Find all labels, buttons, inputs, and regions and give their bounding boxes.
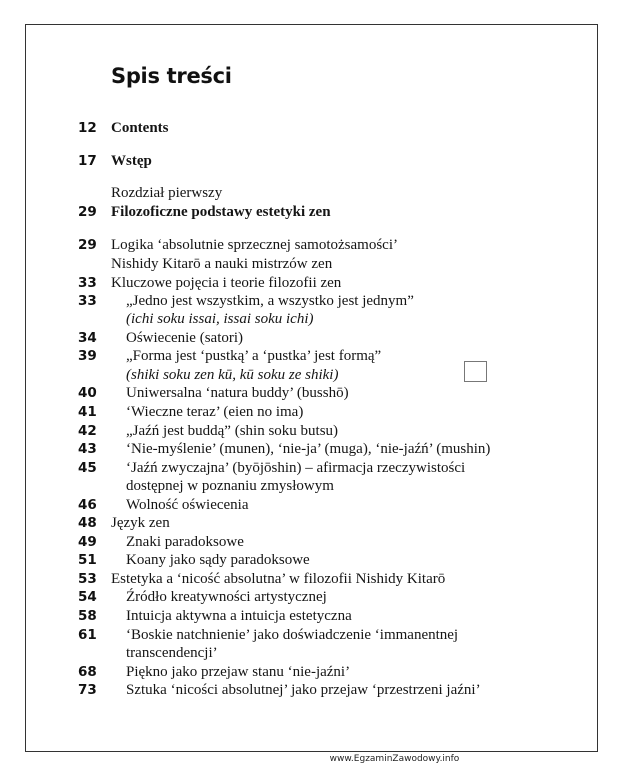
entry-text: ‘Nie-myślenie’ (munen), ‘nie-ja’ (muga), ‘nie-jaźń’ (mushin) bbox=[126, 441, 491, 457]
entry-text: (shiki soku zen kū, kū soku ze shiki) bbox=[126, 367, 339, 383]
entry-text: Sztuka ‘nicości absolutnej’ jako przejaw ‘przestrzeni jaźni’ bbox=[126, 682, 481, 698]
page-number: 34 bbox=[78, 330, 97, 346]
entry-text: Estetyka a ‘nicość absolutna’ w filozofii Nishidy Kitarō bbox=[111, 571, 446, 587]
page-number: 29 bbox=[78, 204, 97, 220]
entry-text: Źródło kreatywności artystycznej bbox=[126, 589, 327, 605]
page-number: 46 bbox=[78, 497, 97, 513]
page-number: 39 bbox=[78, 348, 97, 364]
entry-text: Filozoficzne podstawy estetyki zen bbox=[111, 204, 331, 220]
entry-text: transcendencji’ bbox=[126, 645, 218, 661]
entry-text: Wstęp bbox=[111, 153, 152, 169]
toc-title: Spis treści bbox=[111, 64, 232, 88]
page-number: 33 bbox=[78, 275, 97, 291]
entry-text: Język zen bbox=[111, 515, 170, 531]
page-number: 41 bbox=[78, 404, 97, 420]
page-number: 43 bbox=[78, 441, 97, 457]
entry-text: Logika ‘absolutnie sprzecznej samotożsamości’ bbox=[111, 237, 398, 253]
page-number: 33 bbox=[78, 293, 97, 309]
chapter-label: Rozdział pierwszy bbox=[111, 185, 223, 201]
page-number: 51 bbox=[78, 552, 97, 568]
page-number: 73 bbox=[78, 682, 97, 698]
page-number: 53 bbox=[78, 571, 97, 587]
entry-text: Piękno jako przejaw stanu ‘nie-jaźni’ bbox=[126, 664, 351, 680]
entry-text: ‘Jaźń zwyczajna’ (byōjōshin) – afirmacja rzeczywistości bbox=[126, 460, 466, 476]
entry-text: Oświecenie (satori) bbox=[126, 330, 244, 346]
page-number: 54 bbox=[78, 589, 97, 605]
source-footer bbox=[0, 754, 619, 764]
entry-text: Znaki paradoksowe bbox=[126, 534, 244, 550]
entry-text: Koany jako sądy paradoksowe bbox=[126, 552, 310, 568]
watermark-stamp bbox=[464, 361, 487, 382]
page-number: 61 bbox=[78, 627, 97, 643]
entry-text: Kluczowe pojęcia i teorie filozofii zen bbox=[111, 275, 342, 291]
entry-text: Uniwersalna ‘natura buddy’ (busshō) bbox=[126, 385, 349, 401]
entry-text: ‘Wieczne teraz’ (eien no ima) bbox=[126, 404, 304, 420]
entry-text: ‘Boskie natchnienie’ jako doświadczenie ‘immanentnej bbox=[126, 627, 459, 643]
page-number: 48 bbox=[78, 515, 97, 531]
page-number: 12 bbox=[78, 120, 97, 136]
page-number: 17 bbox=[78, 153, 97, 169]
page-number: 29 bbox=[78, 237, 97, 253]
entry-text: Contents bbox=[111, 120, 169, 136]
page-number: 49 bbox=[78, 534, 97, 550]
entry-text: Nishidy Kitarō a nauki mistrzów zen bbox=[111, 256, 333, 272]
page-number: 40 bbox=[78, 385, 97, 401]
entry-text: Wolność oświecenia bbox=[126, 497, 249, 513]
entry-text: Intuicja aktywna a intuicja estetyczna bbox=[126, 608, 352, 624]
entry-text: „Forma jest ‘pustką’ a ‘pustka’ jest formą” bbox=[126, 348, 382, 364]
page-number: 68 bbox=[78, 664, 97, 680]
entry-text: dostępnej w poznaniu zmysłowym bbox=[126, 478, 334, 494]
entry-text: „Jaźń jest buddą” (shin soku butsu) bbox=[126, 423, 339, 439]
page-number: 58 bbox=[78, 608, 97, 624]
page-number: 45 bbox=[78, 460, 97, 476]
entry-text: (ichi soku issai, issai soku ichi) bbox=[126, 311, 314, 327]
entry-text: „Jedno jest wszystkim, a wszystko jest jednym” bbox=[126, 293, 414, 309]
footer-text: www.EgzaminZawodowy.info bbox=[329, 754, 460, 764]
page-number: 42 bbox=[78, 423, 97, 439]
